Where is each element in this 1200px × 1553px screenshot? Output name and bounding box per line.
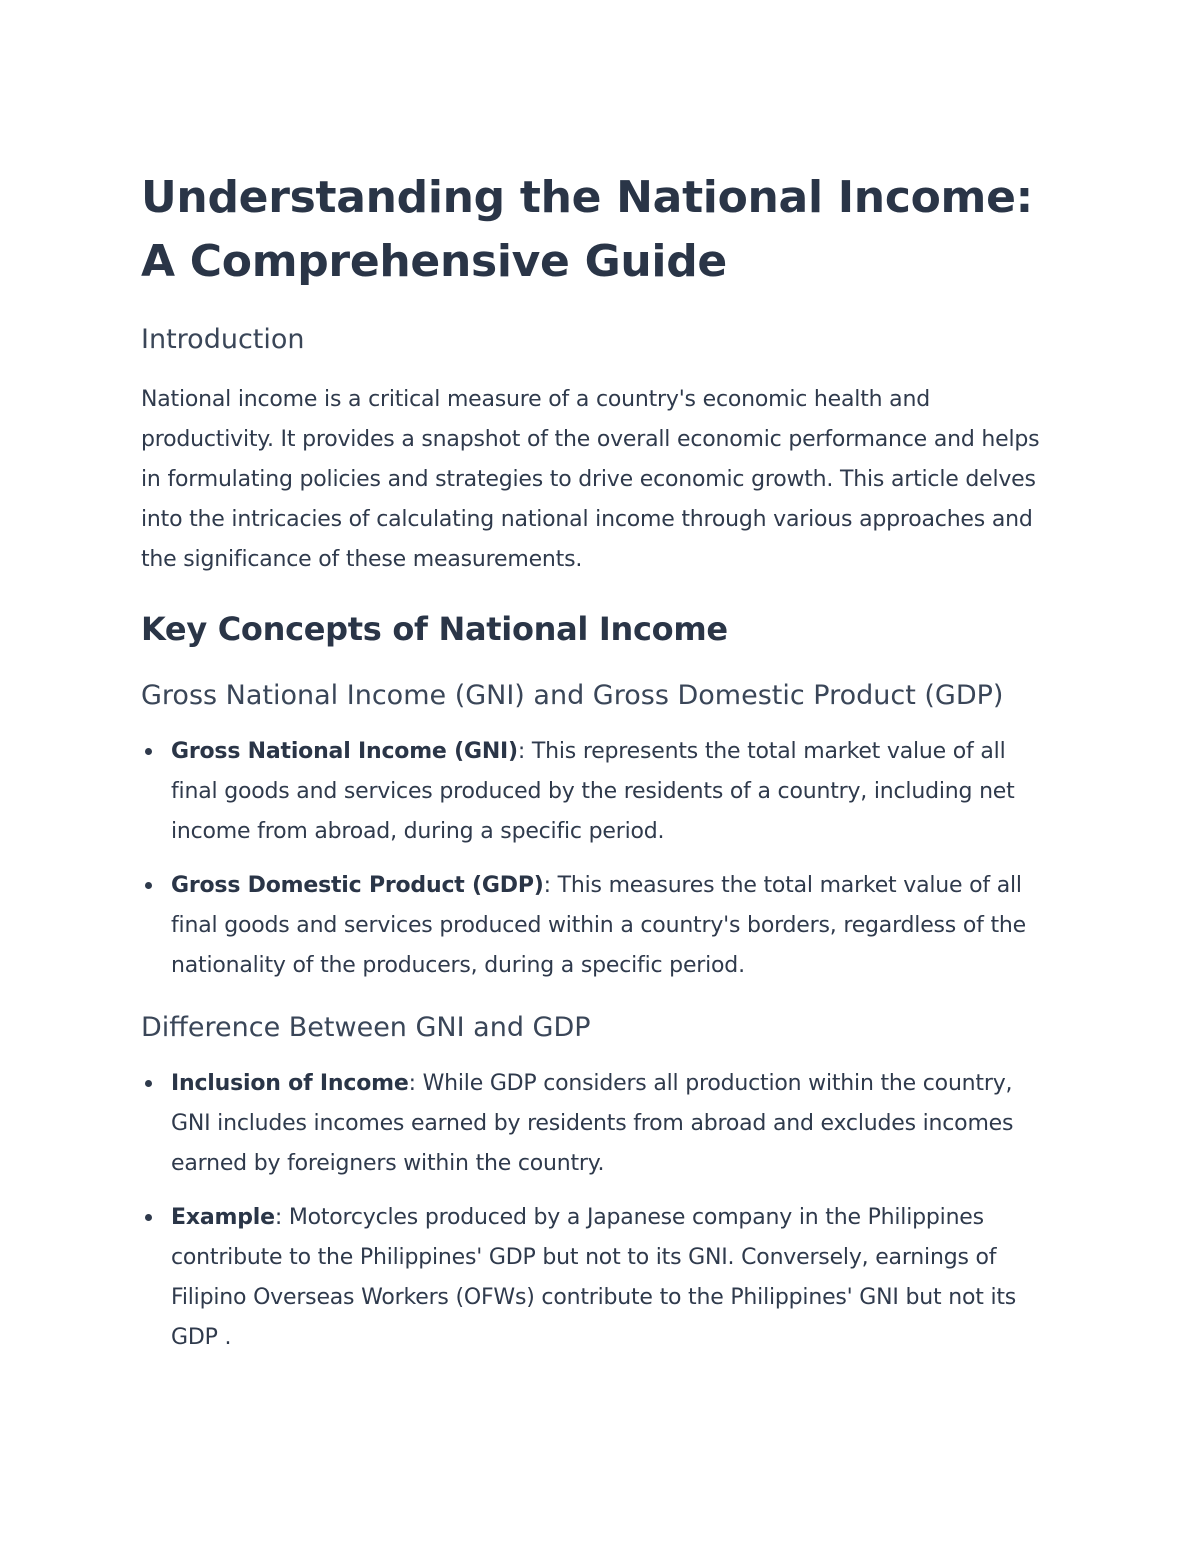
list-item-term: Inclusion of Income: [171, 1071, 409, 1096]
bullet-icon: [145, 1080, 152, 1087]
bullet-icon: [145, 882, 152, 889]
list-item-term: Gross National Income (GNI): [171, 739, 518, 764]
list-item-text: : While GDP considers all production within the country, GNI includes incomes earned by residents from abroad and excludes incomes earned by foreigners within the country.: [171, 1071, 1014, 1176]
bullet-icon: [145, 748, 152, 755]
document-page: [141, 166, 1051, 1358]
introduction-paragraph: National income is a critical measure of a country's economic health and productivity. It provides a snapshot of the overall economic performance and helps in formulating policies and strategies to drive economic growth. This article delves into the intricacies of calculating national income through various approaches and the significance of these measurements.: [141, 387, 1040, 572]
list-item: [141, 1064, 1051, 1184]
gni-gdp-list: [141, 732, 1051, 986]
bullet-icon: [145, 1214, 152, 1221]
gni-gdp-heading: Gross National Income (GNI) and Gross Domestic Product (GDP): [141, 680, 1004, 711]
list-item-text: : Motorcycles produced by a Japanese company in the Philippines contribute to the Philippines' GDP but not to its GNI. Conversely, earnings of Filipino Overseas Workers (OFWs) contribute to the Philippines' GNI but not its GDP .: [171, 1205, 1017, 1350]
list-item: [141, 732, 1051, 852]
list-item-text: : This measures the total market value of all final goods and services produced within a country's borders, regardless of the nationality of the producers, during a specific period.: [171, 873, 1026, 978]
document-title: Understanding the National Income: A Comprehensive Guide: [141, 172, 1033, 287]
list-item-term: Example: [171, 1205, 275, 1230]
introduction-heading: Introduction: [141, 324, 305, 355]
list-item-term: Gross Domestic Product (GDP): [171, 873, 544, 898]
list-item: [141, 866, 1051, 986]
key-concepts-heading: Key Concepts of National Income: [141, 610, 728, 648]
difference-list: [141, 1064, 1051, 1358]
list-item: [141, 1198, 1051, 1358]
difference-heading: Difference Between GNI and GDP: [141, 1012, 591, 1043]
list-item-text: : This represents the total market value of all final goods and services produced by the residents of a country, including net income from abroad, during a specific period.: [171, 739, 1015, 844]
